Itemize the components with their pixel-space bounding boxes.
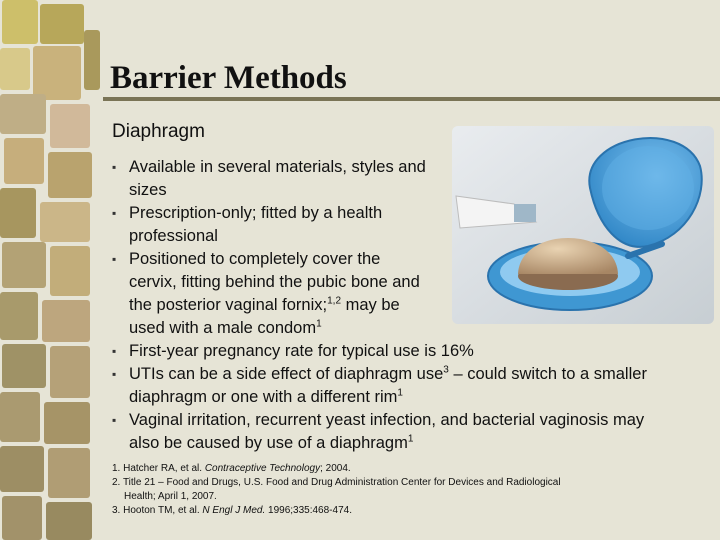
square-bullet-icon: ▪	[112, 413, 117, 427]
square-bullet-icon: ▪	[112, 344, 117, 358]
reference-item: 1. Hatcher RA, et al. Contraceptive Technology; 2004.	[112, 463, 351, 474]
square-bullet-icon: ▪	[112, 160, 117, 174]
bullet-item: ▪ Vaginal irritation, recurrent yeast infection, and bacterial vaginosis may also be caused by use of a diaphragm$^1$	[112, 411, 645, 452]
square-bullet-icon: ▪	[112, 367, 117, 381]
square-bullet-icon: ▪	[112, 252, 117, 266]
reference-item: 3. Hooton TM, et al. N Engl J Med. 1996;335:468-474.	[112, 505, 352, 516]
reference-item: 2. Title 21 – Food and Drugs, U.S. Food and Drug Administration Center for Devices and Radiological	[112, 477, 561, 488]
bullet-item: ▪ UTIs can be a side effect of diaphragm use$^3$ – could switch to a smaller diaphragm or one with a different rim$^1$	[112, 364, 647, 406]
title-rule	[103, 97, 720, 101]
subheading: Diaphragm	[112, 121, 205, 142]
decorative-mosaic	[0, 0, 100, 540]
square-bullet-icon: ▪	[112, 206, 117, 220]
bullet-item: ▪ Available in several materials, styles and sizes	[112, 158, 426, 199]
references	[112, 462, 672, 518]
bullet-item: ▪ First-year pregnancy rate for typical use is 16%	[112, 340, 672, 363]
bullet-list	[112, 156, 672, 455]
bullet-item: ▪ Positioned to completely cover the cervix, fitting behind the pubic bone and the posterior vaginal fornix;$^{1,2}$ may be used with a male condom$^1$	[112, 250, 420, 337]
bullet-item: ▪ Prescription-only; fitted by a health professional	[112, 204, 383, 245]
slide-title: Barrier Methods	[110, 60, 347, 96]
reference-item-continued: Health; April 1, 2007.	[124, 491, 217, 502]
